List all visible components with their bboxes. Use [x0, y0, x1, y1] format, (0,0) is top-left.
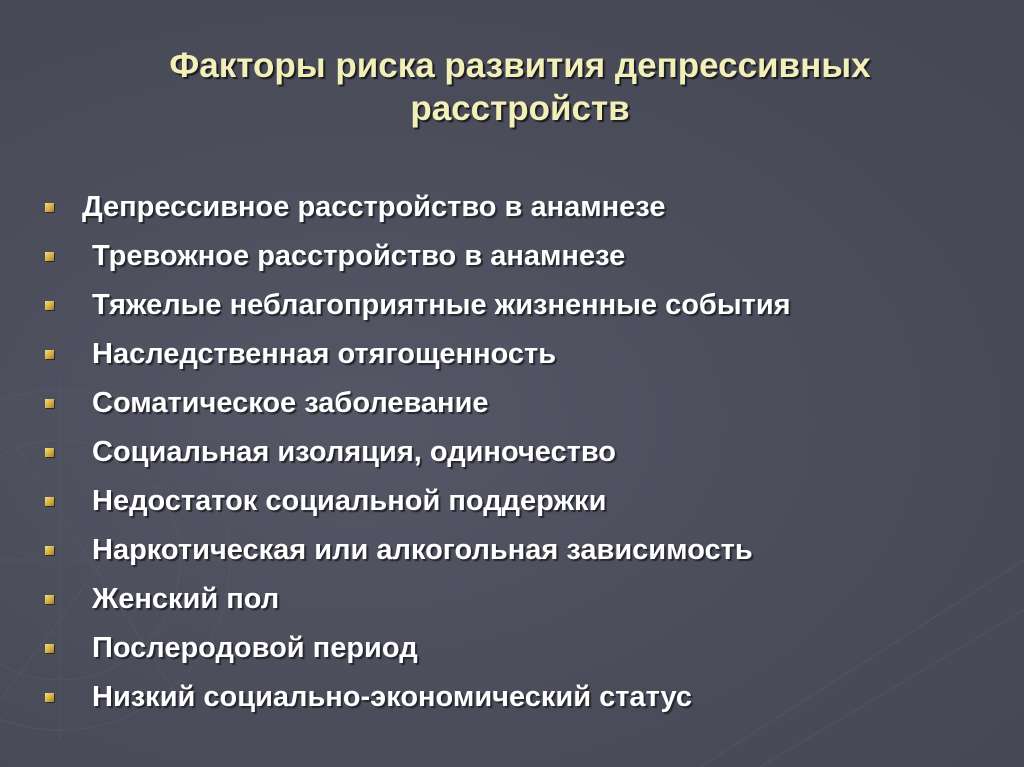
risk-factor-list: [40, 183, 1000, 722]
list-item: [40, 624, 1000, 673]
square-bullet-icon: [45, 693, 54, 702]
list-item: [40, 330, 1000, 379]
list-item-label: Послеродовой период: [92, 632, 418, 664]
list-item: [40, 379, 1000, 428]
square-bullet-icon: [45, 399, 54, 408]
list-item: [40, 232, 1000, 281]
list-item-label: Наркотическая или алкогольная зависимость: [92, 534, 753, 566]
list-item-label: Соматическое заболевание: [92, 387, 489, 419]
list-item-label: Тревожное расстройство в анамнезе: [92, 240, 626, 272]
square-bullet-icon: [45, 203, 54, 212]
square-bullet-icon: [45, 644, 54, 653]
square-bullet-icon: [45, 595, 54, 604]
square-bullet-icon: [45, 350, 54, 359]
list-item: [40, 575, 1000, 624]
square-bullet-icon: [45, 252, 54, 261]
list-item-label: Недостаток социальной поддержки: [92, 485, 607, 517]
list-item: [40, 183, 1000, 232]
list-item-label: Социальная изоляция, одиночество: [92, 436, 617, 468]
square-bullet-icon: [45, 301, 54, 310]
list-item: [40, 526, 1000, 575]
slide-title-line-2: расстройств: [410, 89, 630, 128]
square-bullet-icon: [45, 497, 54, 506]
list-item-label: Женский пол: [92, 583, 280, 615]
list-item-label: Тяжелые неблагоприятные жизненные события: [92, 289, 791, 321]
list-item: [40, 477, 1000, 526]
list-item: [40, 673, 1000, 722]
square-bullet-icon: [45, 448, 54, 457]
list-item: [40, 428, 1000, 477]
slide-title: [60, 44, 980, 130]
list-item-label: Наследственная отягощенность: [92, 338, 557, 370]
square-bullet-icon: [45, 546, 54, 555]
slide-title-line-1: Факторы риска развития депрессивных: [169, 46, 871, 85]
list-item-label: Низкий социально-экономический статус: [92, 681, 693, 713]
list-item-label: Депрессивное расстройство в анамнезе: [82, 191, 666, 223]
list-item: [40, 281, 1000, 330]
